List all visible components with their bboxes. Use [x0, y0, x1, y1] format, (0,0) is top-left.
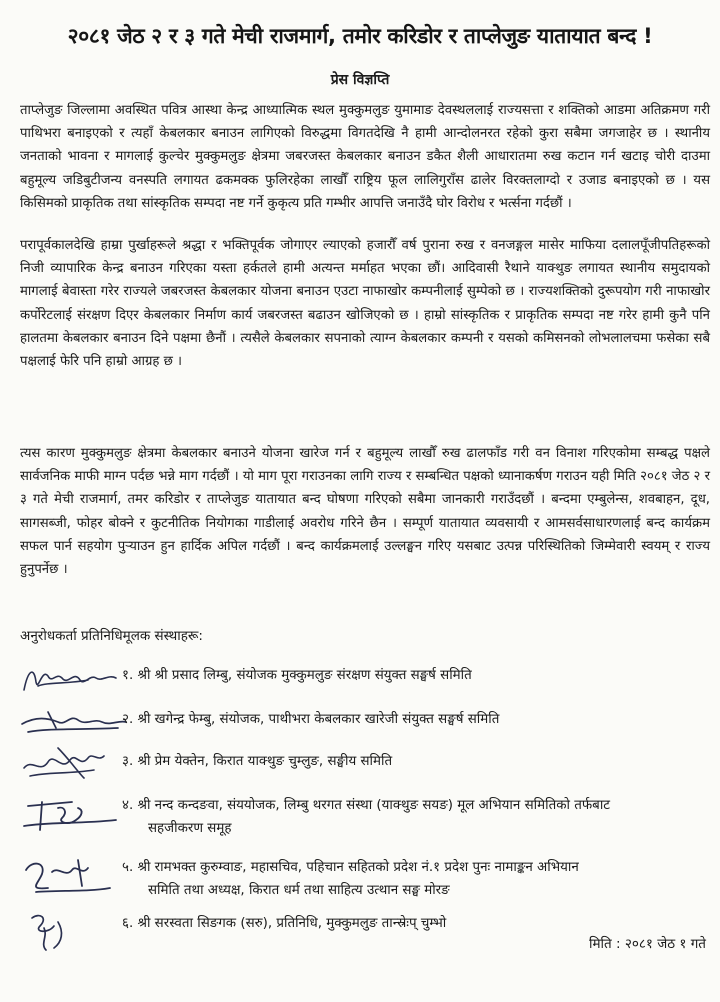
organization-entry-text	[122, 750, 718, 773]
signature-4-icon	[18, 790, 128, 836]
signature-3-icon	[18, 738, 128, 784]
entry-3-line: ३. श्री प्रेम येक्तेन, किरात याक्थुङ चुम्लुङ, सङ्घीय समिति	[122, 754, 393, 769]
organization-entry-text	[122, 664, 718, 687]
organization-entry	[10, 856, 710, 906]
entry-2-line: २. श्री खगेन्द्र फेम्बु, संयोजक, पाथीभरा केबलकार खारेजी संयुक्त सङ्घर्ष समिति	[122, 712, 500, 727]
signature-5-icon	[18, 852, 128, 898]
entry-5-continuation: समिति तथा अध्यक्ष, किरात धर्म तथा साहित्य उत्थान सङ्घ मोरङ	[148, 883, 450, 898]
press-release-heading: प्रेस विज्ञप्ति	[330, 72, 390, 88]
organization-entry	[10, 750, 710, 790]
organization-entry	[10, 794, 710, 850]
entry-4-continuation: सहजीकरण समूह	[148, 821, 232, 836]
issue-date: मिति : २०८१ जेठ १ गते	[588, 936, 706, 952]
entry-1-line: १. श्री श्री प्रसाद लिम्बु, संयोजक मुक्कुमलुङ संरक्षण संयुक्त सङ्घर्ष समिति	[122, 668, 472, 683]
organization-entry-text	[122, 794, 718, 840]
organization-entry-text	[122, 856, 718, 902]
organization-entry-text	[122, 912, 718, 935]
body-paragraph-3: त्यस कारण मुक्कुमलुङ क्षेत्रमा केबलकार बनाउने योजना खारेज गर्न र बहुमूल्य लाखौँ रुख ढालफाँड गरी वन विनाश गरिएकोमा सम्बद्ध पक्षले सार्वजनिक माफी माग्न पर्दछ भन्ने माग गर्दछौं । यो माग पूरा गराउनका लागि राज्य र सम्बन्धित पक्षको ध्यानाकर्षण गराउन यही मिति २०८१ जेठ २ र ३ गते मेची राजमार्ग, तमर करिडोर र ताप्लेजुङ यातायात बन्द घोषणा गरिएको सबैमा जानकारी गराउँदछौं । बन्दमा एम्बुलेन्स, शवबाहन, दूध, सागसब्जी, फोहर बोक्ने र कुटनीतिक नियोगका गाडीलाई अवरोध गरिने छैन । सम्पूर्ण यातायात व्यवसायी र आमसर्वसाधारणलाई बन्द कार्यक्रम सफल पार्न सहयोग पुऱ्याउन हुन हार्दिक अपिल गर्दछौं । बन्द कार्यक्रमलाई उल्लङ्घन गरिए यसबाट उत्पन्न परिस्थितिको जिम्मेवारी स्वयम् र राज्य हुनुपर्नेछ ।	[20, 446, 710, 578]
entry-4-line: ४. श्री नन्द कन्दङवा, संययोजक, लिम्बु थरगत संस्था (याक्थुङ सयङ) मूल अभियान समितिको तर्फबाट	[122, 798, 611, 813]
entry-6-line: ६. श्री सरस्वता सिङगक (सरु), प्रतिनिधि, मुक्कुमलुङ तान्स्रेःप् चुम्भो	[122, 916, 447, 931]
entry-5-line: ५. श्री रामभक्त कुरुम्वाङ, महासचिव, पहिचान सहितको प्रदेश नं.१ प्रदेश पुनः नामाङ्कन अभियान	[122, 860, 579, 875]
signature-6-icon	[18, 908, 128, 954]
organization-entry-text	[122, 708, 718, 731]
signature-1-icon	[18, 656, 128, 702]
body-paragraph-2: परापूर्वकालदेखि हाम्रा पुर्खाहरूले श्रद्धा र भक्तिपूर्वक जोगाएर ल्याएको हजारौँ वर्ष पुराना रुख र वनजङ्गल मासेर माफिया दलालपूँजीपतिहरूको निजी व्यापारिक केन्द्र बनाउन गरिएका यस्ता हर्कतले हामी अत्यन्त मर्माहत भएका छौं। आदिवासी रैथाने याक्थुङ लगायत स्थानीय समुदायको मागलाई बेवास्ता गरेर राज्यले जबरजस्त केबलकार योजना बनाउन एउटा नाफाखोर कम्पनीलाई सुम्पेको छ । राज्यशक्तिको दुरूपयोग गरी नाफाखोर कर्पोरेटलाई संरक्षण दिएर केबलकार निर्माण कार्य जबरजस्त बढाउन खोजिएको छ । हाम्रो सांस्कृतिक र प्राकृतिक सम्पदा नष्ट गरेर हामी कुनै पनि हालतमा केबलकार बनाउन दिने पक्षमा छैनौं । त्यसैले केबलकार सपनाको त्याग्न केबलकार कम्पनी र यसको कमिसनको लोभलालचमा फसेका सबै पक्षलाई फेरि पनि हाम्रो आग्रह छ ।	[20, 238, 710, 370]
organizations-heading: अनुरोधकर्ता प्रतिनिधिमूलक संस्थाहरू:	[20, 628, 203, 644]
page-title: २०८१ जेठ २ र ३ गते मेची राजमार्ग, तमोर करिडोर र ताप्लेजुङ यातायात बन्द !	[67, 24, 653, 48]
body-paragraph-1: ताप्लेजुङ जिल्लामा अवस्थित पवित्र आस्था केन्द्र आध्यात्मिक स्थल मुक्कुमलुङ युमामाङ देवस्थललाई राज्यसत्ता र शक्तिको आडमा अतिक्रमण गरी पाथिभरा बनाइएको र त्यहाँ केबलकार बनाउन लागिएको विरुद्धमा विगतदेखि नै हामी आन्दोलनरत रहेको कुरा सबैमा जगजाहेर छ । स्थानीय जनताको भावना र मागलाई कुल्चेर मुक्कुमलुङ क्षेत्रमा जबरजस्त केबलकार बनाउन डकैत शैली आधारातमा रुख कटान गर्न खटाइ चोरी दाउमा बहुमूल्य जडिबुटीजन्य वनस्पति लगायत ढकमक्क फुलिरहेका लाखौँ राष्ट्रिय फूल लालिगुराँस ढालेर विरक्तलाग्दो र उजाड बनाइएको छ । यस किसिमको प्राकृतिक तथा सांस्कृतिक सम्पदा नष्ट गर्ने कुकृत्य प्रति गम्भीर आपत्ति जनाउँदै घोर विरोध र भर्त्सना गर्दछौं ।	[20, 103, 710, 211]
